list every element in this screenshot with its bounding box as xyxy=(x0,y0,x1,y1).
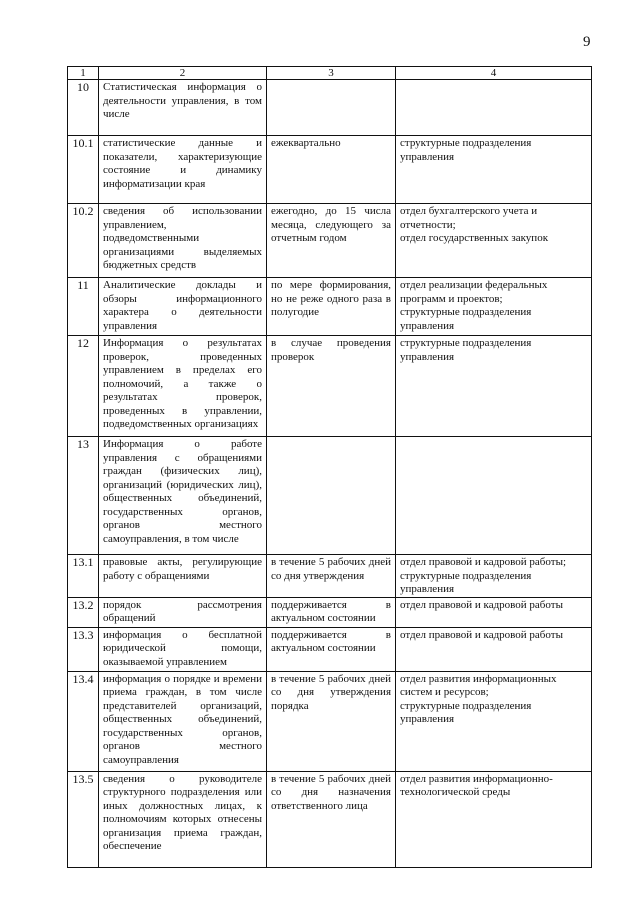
responsible-line: структурные подразделения управления xyxy=(400,569,532,595)
header-cell: 1 xyxy=(68,67,99,80)
row-description: Статистическая информация о деятельности управления, в том числе xyxy=(99,80,267,136)
table-row xyxy=(68,771,592,867)
row-responsible xyxy=(396,627,592,671)
row-description: порядок рассмотрения обращений xyxy=(99,597,267,627)
responsible-line: структурные подразделения управления xyxy=(400,699,532,725)
row-deadline: в течение 5 рабочих дней со дня утверждения порядка xyxy=(267,671,396,771)
row-responsible xyxy=(396,771,592,867)
page-number: 9 xyxy=(583,34,591,50)
row-responsible xyxy=(396,336,592,437)
responsible-line: отдел реализации федеральных программ и проектов; xyxy=(400,279,548,305)
row-description: Аналитические доклады и обзоры информационного характера о деятельности управления xyxy=(99,278,267,336)
row-deadline xyxy=(267,437,396,555)
table-row xyxy=(68,627,592,671)
row-responsible xyxy=(396,204,592,278)
row-responsible xyxy=(396,437,592,555)
responsible-line: структурные подразделения управления xyxy=(400,337,532,363)
header-cell: 3 xyxy=(267,67,396,80)
responsible-line: отдел бухгалтерского учета и отчетности; xyxy=(400,205,538,231)
row-description: сведения об использовании управлением, подведомственными организациями выделяемых бюджетных средств xyxy=(99,204,267,278)
responsible-line: отдел развития информационных систем и ресурсов; xyxy=(400,672,557,698)
document-table xyxy=(67,66,592,868)
row-responsible xyxy=(396,80,592,136)
table-row xyxy=(68,204,592,278)
responsible-line: отдел правовой и кадровой работы xyxy=(400,598,563,611)
responsible-line: структурные подразделения управления xyxy=(400,306,532,332)
row-deadline: ежегодно, до 15 числа месяца, следующего за отчетным годом xyxy=(267,204,396,278)
header-cell: 2 xyxy=(99,67,267,80)
row-deadline: по мере формирования, но не реже одного раза в полугодие xyxy=(267,278,396,336)
row-number: 13.2 xyxy=(68,597,99,627)
row-deadline: ежеквартально xyxy=(267,136,396,204)
row-description: статистические данные и показатели, характеризующие состояние и динамику информатизации края xyxy=(99,136,267,204)
row-responsible xyxy=(396,597,592,627)
row-number: 12 xyxy=(68,336,99,437)
table-row xyxy=(68,80,592,136)
row-responsible xyxy=(396,555,592,598)
row-number: 10.2 xyxy=(68,204,99,278)
responsible-line: отдел правовой и кадровой работы xyxy=(400,628,563,641)
row-description: информация о порядке и времени приема граждан, в том числе представителей организаций, общественных объединений, государственных органов, органов местного самоуправления xyxy=(99,671,267,771)
table-row xyxy=(68,278,592,336)
table-row xyxy=(68,555,592,598)
row-number: 13.5 xyxy=(68,771,99,867)
row-number: 13.1 xyxy=(68,555,99,598)
responsible-line: отдел развития информационно-технологической среды xyxy=(400,772,553,798)
row-description: правовые акты, регулирующие работу с обращениями xyxy=(99,555,267,598)
row-description: Информация о работе управления с обращениями граждан (физических лиц), организаций (юридических лиц), общественных объединений, государственных органов, органов местного самоуправления, в том числе xyxy=(99,437,267,555)
row-description: Информация о результатах проверок, проведенных управлением в пределах его полномочий, а также о результатах проверок, проведенных в управлении, подведомственных организациях xyxy=(99,336,267,437)
table-row xyxy=(68,437,592,555)
row-deadline xyxy=(267,80,396,136)
row-responsible xyxy=(396,278,592,336)
row-number: 13.4 xyxy=(68,671,99,771)
row-description: информация о бесплатной юридической помощи, оказываемой управлением xyxy=(99,627,267,671)
table-row xyxy=(68,671,592,771)
responsible-line: отдел государственных закупок xyxy=(400,232,549,244)
row-number: 13.3 xyxy=(68,627,99,671)
row-responsible xyxy=(396,671,592,771)
table-header-row xyxy=(68,67,592,80)
row-deadline: в течение 5 рабочих дней со дня назначения ответственного лица xyxy=(267,771,396,867)
row-responsible xyxy=(396,136,592,204)
row-number: 10.1 xyxy=(68,136,99,204)
row-number: 11 xyxy=(68,278,99,336)
header-cell: 4 xyxy=(396,67,592,80)
responsible-line: структурные подразделения управления xyxy=(400,137,532,163)
row-deadline: поддерживается в актуальном состоянии xyxy=(267,627,396,671)
row-deadline: в течение 5 рабочих дней со дня утверждения xyxy=(267,555,396,598)
row-deadline: в случае проведения проверок xyxy=(267,336,396,437)
table-row xyxy=(68,597,592,627)
table-row xyxy=(68,336,592,437)
row-description: сведения о руководителе структурного подразделения или иных должностных лицах, к полномочиям которых отнесены организация приема граждан, обеспечение xyxy=(99,771,267,867)
row-deadline: поддерживается в актуальном состоянии xyxy=(267,597,396,627)
table-row xyxy=(68,136,592,204)
row-number: 10 xyxy=(68,80,99,136)
responsible-line: отдел правовой и кадровой работы; xyxy=(400,556,567,568)
row-number: 13 xyxy=(68,437,99,555)
